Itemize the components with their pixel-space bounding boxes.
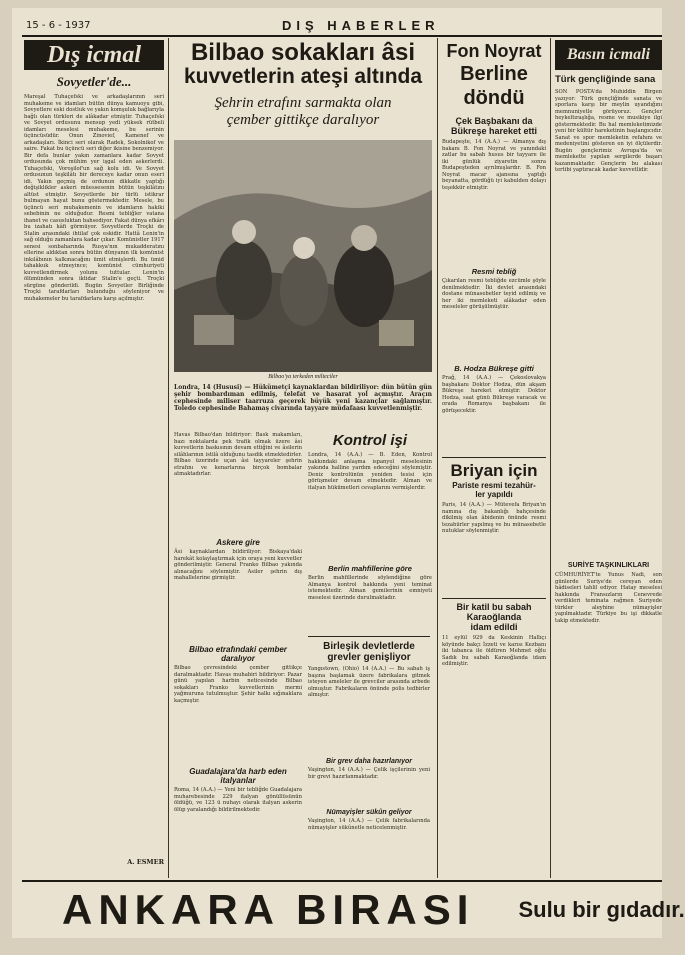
header-rule <box>22 35 662 37</box>
basin-icmal-subtitle: Türk gençliğinde sana <box>555 74 656 85</box>
numayis-body: Vaşington, 14 (A.A.) — Çelik fabrikalarında nümayişler sükûnetle neticelenmiştir. <box>308 818 430 831</box>
noyrat-subhead-line1: Çek Başbakanı da <box>455 116 533 126</box>
resmi-teblig-subhead: Resmi tebliğ <box>471 267 517 276</box>
noyrat-headline-line2: Berline <box>460 63 528 85</box>
briyan-article <box>442 457 546 594</box>
bilbao-subhead-line1: Şehrin etrafını sarmakta olan <box>214 95 392 111</box>
newspaper-page <box>12 8 685 938</box>
bilbao-subhead-line2: çember gittikçe daralıyor <box>226 112 380 128</box>
grev-subhead: Bir grev daha hazırlanıyor <box>326 758 412 765</box>
katil-article <box>442 598 546 697</box>
dis-icmal-body: Mareşal Tuhaçefski ve arkadaşlarının seri muhakeme ve idamları bütün dünya kamuoyu gibi, Sovyetlere eski dostluk ve yakın komşuluk bağlarıyla bağlı olan türkleri de alâkadar etmiştir. Tuhaçefski ve Sovyet ordusunu mensup yedi yüksek rütbeli idamları meselesi muhakeme, bu serinin üçüncüsüdür. Onun Zinovief, Kamenef ve arkadaşları. İkinci seri olarak Radek, Sokolnikof ve saire. Fakat bu üçüncü seri diğer ikisine benzemiyor. Bir defa bunlar yakın zamanlara kadar Sovyet ordusunda çok mühim yer işgal eden askerlerdi. Tuhaçefski, Voroşilof'un sağ kolu idi. Ve Sovyet ordusunun teşkilâtı bir dereceye kadar onun eseri idi. Yakın geçmiş de ordunun dikkatle yaptığı değişiklikler askeri müessesenin bütün teşkilâtını altüst etmiştir. Sovyetlerde bir türlü istikrar bulmayan hayat bunu göstermektedir. Mesele, bu üçüncü seri muhakemenin ve idamların hakiki sebebinin ne olduğudur. Resmi tebliğler vatana ihanet ve casusluktan bahsediyor. Fakat dünya efkârı bu izahatı kâfi görmüyor. Sovyetlerde Troçki de Stalin arasındaki ihtilaf çok eskidir. Hattâ Lenin'in sağ olduğu zamanlara kadar çıkar. Komünistler 1917 senesi sonbaharında Rusya'nın mukadderatını ellerine aldıktan sonra bütün dünyanın ilk komünist inkılâbının kalkınacağını ümit etmişlerdi. Bu ümid tahakkuk etmeyince; komünist cümhuriyeti kuvvetlendirmek yolunu tuttular. Lenin'in ölümünden sonra iktidar Stalin'e geçti. Troçki sürgüne gönderildi. Bugün Sovyetler Birliğinde Troçki tarafdarları bulunduğu söyleniyor ve muhakemeler bu tarafdarlara karşı açılmıştır. <box>24 94 164 302</box>
katil-body: 11 eylül 929 da Keskinin Hallıçı köyünde bakçı İzzeti ve karısı Kezbanı iki tabanca ile öldüren Mehmet oğlu Sadık bu sabah Karaoğlanda idam edilmiştir. <box>442 635 546 667</box>
kontrol-body: Londra, 14 (A.A.) — B. Eden, Kontrol hakkındaki anlaşma ispanyol meselesinin yakında halline yardım edeceğini söylemiştir. Deniz kontrolünün yeniden tesisi için görüşmeler devam etmektedir. Alman ve italyan hükümetleri cevaplarını vermişlerdir. <box>308 452 432 491</box>
noyrat-headline-line3: döndü <box>463 87 525 109</box>
noyrat-body: Budapeşte, 14 (A.A.) — Almanya dış bakanı B. Fon Noyrat ve yanındaki zatlar bu sabah husus bir tayyare ile iki günlük ziyaretin sonra Budapeşteden ayrılmışlardır. B. Fon Noyrat macar ajansına yaptığı beyanatta, gördüğü iyi kabulden dolayı teşekkür etmiştir. <box>442 139 546 191</box>
photo-illustration <box>174 140 432 372</box>
column-divider <box>168 38 169 878</box>
noyrat-subhead-line2: Bükreşe hareket etti <box>450 126 538 136</box>
hodza-body: Prağ, 14 (A.A.) — Çekoslovakya başbakanı Doktor Hodza, dün akşam Bükreşe hareket etmiştir. Doktor Hodza, saat günü Bükreşe varacak ve orada Romanya başbakanı ile görüşecektir. <box>442 375 546 414</box>
guadalajara-subhead: Guadalajara'da harb eden italyanlar <box>189 767 287 785</box>
katil-title-line3: idam edildi <box>470 622 518 632</box>
photo-caption: Bilbao'ya terkeden milteciler <box>268 374 338 380</box>
suriye-subhead: SURİYE TAŞKINLIKLARI <box>567 562 650 569</box>
column-divider <box>437 38 438 878</box>
berlin-body: Berlin mahfillerinde söylendiğine göre Almanya kontrol hakkında yeni teminat istemektedir. Alman gemilerinin emniyeti meselesi üzerinde durulmaktadır. <box>308 575 432 601</box>
bilbao-body-c: Bilbao çevresindeki çember gittikçe daralmaktadır. Havas muhabiri bildiriyor: Pazar günü yapılan harbin neticesinde Bilbao sokakları Franko kuvvetlerinin mermi yağmuruna tutulmuştur. Şehir halkı sığınaklara kaçmıştır. <box>174 665 302 704</box>
birlesik-title-line2: grevler genişliyor <box>327 652 411 663</box>
briyan-subhead-line2: ler yapıldı <box>475 490 513 499</box>
birlesik-title-line1: Birleşik devletlerde <box>323 641 415 652</box>
bilbao-body-b: Âsi kaynaklardan bildiriliyor: Biskaya'daki harekât kolaylaştırmak için oraya yeni kuvvetler gönderilmiştir. General Franko Bilbao yakında alınacağını söylemiştir. Asiler şehrin dış mahallelerine girmiştir. <box>174 549 302 581</box>
berlin-subhead: Berlin mahfillerine göre <box>328 564 412 573</box>
dis-icmal-column <box>24 40 164 878</box>
briyan-title: Briyan için <box>450 461 538 480</box>
grev-body: Vaşington, 14 (A.A.) — Çelik işçilerinin yeni bir grevi hazırlanmaktadır. <box>308 767 430 780</box>
briyan-subhead-line1: Pariste resmi tezahür- <box>452 481 536 490</box>
noyrat-column <box>442 40 546 880</box>
katil-title-line2: Karaoğlanda <box>466 612 522 622</box>
basin-icmal-banner: Basın icmali <box>555 40 662 70</box>
basin-icmal-column <box>555 40 662 878</box>
bilbao-cember-subhead: Bilbao etrafındaki çember daralıyor <box>189 645 287 663</box>
section-title: DIŞ HABERLER <box>282 18 440 33</box>
kontrol-article <box>308 432 432 632</box>
askere-gire-subhead: Askere gire <box>216 538 260 547</box>
signature: A. ESMER <box>127 858 164 866</box>
bilbao-headline-line1: Bilbao sokakları âsi <box>190 39 416 66</box>
ankara-birasi-ad <box>22 880 685 938</box>
refugees-photo <box>174 140 432 372</box>
column-divider <box>550 38 551 878</box>
numayis-subhead: Nümayişler sükûn geliyor <box>326 809 412 816</box>
dis-icmal-banner: Dış icmal <box>24 40 164 70</box>
issue-date: 15 - 6 - 1937 <box>26 20 91 31</box>
bilbao-article <box>174 40 432 880</box>
bilbao-body-a: Havas Bilbao'dan bildiriyor: Bask makamları, bazı noktalarda pek trafik olmak üzere âsi kuvvetlerin baskısının devam ettiğini ve âsilerin silâhlarının istilâ olduğunu tasdik etmektedirler. Bilbao üzerinde uçan âsi tayyareler şehrin etrafını ve kenarlarına birçok bombalar atmaktadırlar. <box>174 432 302 477</box>
birlesik-article <box>308 636 430 879</box>
bilbao-headline-line2: kuvvetlerin ateşi altında <box>183 65 423 88</box>
dis-icmal-subtitle: Sovyetler'de... <box>56 74 132 89</box>
ad-slogan: Sulu bir gıdadır. <box>518 897 685 922</box>
birlesik-body: Yangıstown, (Ohio) 14 (A.A.) — Bu sabah iş başına başlamak üzere fabrikalara gitmek isteyen ameleler ile grevciler arasında arbede olmuştur. Fabrikaların önünde polis tedbirler almıştır. <box>308 666 430 698</box>
bilbao-body-d: Roma, 14 (A.A.) — Yeni bir tebliğde Guadalajara muharebesinde 229 italyan gönüllüsünün öldüğü, ve 123 ü nuhayı olarak italyan askerin ölüp yaralandığı bildirilmektedir. <box>174 787 302 813</box>
basin-icmal-body: SON POSTA'da Muhiddin Birgen yazıyor: Türk gençliğinde sanata ve sporlara karşı bir meylin uyandığını memnuniyetle görüyoruz. Gençler heykeltıraşlığa, resme ve musikiye ilgi göstermektedir. Bu hal memleketimizde yeni bir kültür hareketinin başlangıcıdır. Sanat ve spor memleketin refahını ve medeniyetini gösteren en iyi ölçülerdir. Bugün gençlerimiz Avrupa'da ve memlekette yapılan sergilerde başarı kazanmaktadır. Gençlerin bu alakası tertibi yaptıracak kadar kuvvetlidir. <box>555 89 662 173</box>
kontrol-title: Kontrol işi <box>332 432 408 449</box>
katil-title-line1: Bir katil bu sabah <box>456 602 532 612</box>
noyrat-headline-line1: Fon Noyrat <box>446 41 542 61</box>
hodza-subhead: B. Hodza Bükreşe gitti <box>454 364 534 373</box>
suriye-body: CÜMHURİYET'te Yunus Nadi, son günlerde Suriye'de cereyan eden hâdiseleri tahlil ediyor. Hatay meselesi hakkında Fransızların Cenevrede verdikleri teminata rağmen Suriyede türkler aleyhine nümayişler yapılmaktadır. Türkiye bu işi dikkatle takip etmektedir. <box>555 572 662 624</box>
briyan-body: Paris, 14 (A.A.) — Mütevefa Briyan'ın namına dış bakanlığı bahçesinde dikilmiş olan âbidenin önünde resmi tezahürler yapılmış ve bu münasebetle nutuklar söylenmiştir. <box>442 502 546 534</box>
bilbao-lead: Londra, 14 (Hususi) — Hükümetçi kaynaklardan bildiriliyor: dün bütün gün şehir bombardıman edilmiş, telefat ve hasarat yol açmıştır. Araçın cephesinde miliser taarruza geçerek büyük yeni kazançlar sağlamıştır. Toledo cephesinde Bahamaş civarında tayyare müdafaası kuvvetlenmiştir. <box>174 384 432 412</box>
bilbao-left-subcolumn <box>174 432 302 878</box>
resmi-teblig-body: Çıkarılan resmi tebliğde ezcümle şöyle denilmektedir: İki devlet arasındaki dostane münasebetler teyid edilmiş ve her iki memleketi alâkadar eden meseleler görüşülmüştür. <box>442 278 546 310</box>
ad-brand: ANKARA BIRASI <box>62 886 475 933</box>
